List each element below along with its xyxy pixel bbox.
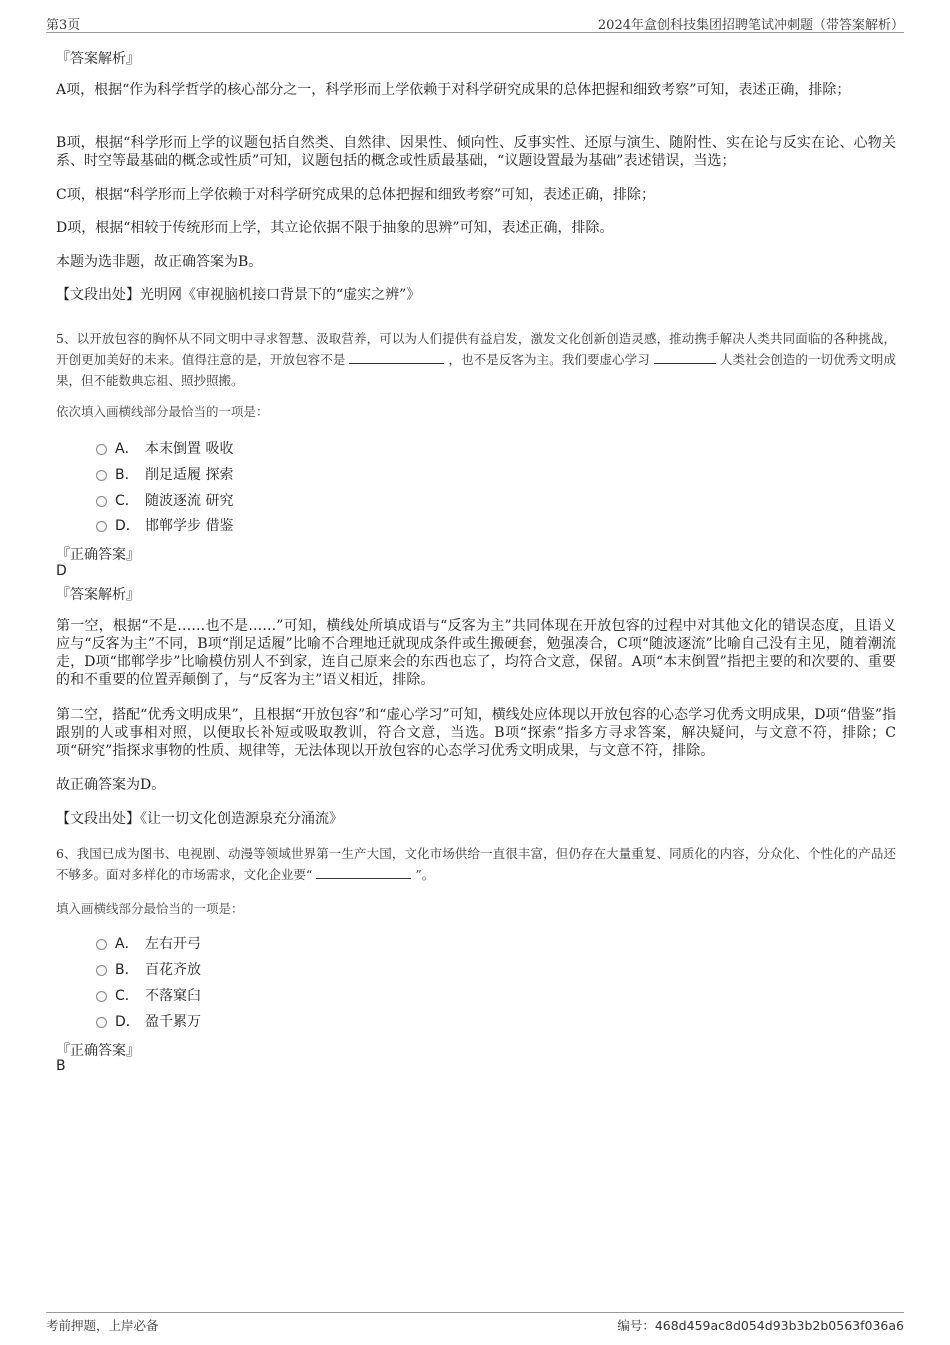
footer-code — [617, 1316, 904, 1334]
page-number: 第3页 — [46, 18, 81, 33]
q6-stem-part-a: 6、我国已成为图书、电视剧、动漫等领域世界第一生产大国，文化市场供给一直很丰富，但仍存在大量重复、同质化的内容，分众化、个性化的产品还不够多。面对多样化的市场需求，文化企业要“ — [56, 846, 896, 882]
q5-option-c[interactable]: C． 随波逐流 研究 — [96, 490, 233, 510]
q4-analysis-label: 『答案解析』 — [56, 51, 140, 67]
footer-code-value: 468d459ac8d054d93b3b2b0563f036a6 — [654, 1318, 904, 1333]
q5-option-d[interactable]: D． 邯郸学步 借鉴 — [96, 515, 233, 535]
q4-source: 【文段出处】光明网《审视脑机接口背景下的“虚实之辨”》 — [56, 287, 421, 303]
q6-stem-part-b: ”。 — [415, 867, 435, 882]
q5-blank-1 — [349, 349, 444, 364]
q5-analysis-label: 『答案解析』 — [56, 587, 140, 603]
q6-option-d[interactable]: D． 盈千累万 — [96, 1011, 201, 1031]
q5-answer: D — [56, 563, 67, 579]
radio-icon[interactable] — [96, 496, 107, 507]
q5-blank-2 — [654, 349, 716, 364]
q5-option-a[interactable]: A． 本末倒置 吸收 — [96, 438, 233, 458]
q6-answer-label: 『正确答案』 — [56, 1043, 140, 1059]
radio-icon[interactable] — [96, 470, 107, 481]
q4-analysis-c: C项，根据“科学形而上学依赖于对科学研究成果的总体把握和细致考察”可知，表述正确，排除； — [56, 187, 656, 203]
q4-analysis-a: A项，根据“作为科学哲学的核心部分之一，科学形而上学依赖于对科学研究成果的总体把握和细致考察”可知，表述正确，排除； — [56, 82, 851, 98]
q5-source: 【文段出处】《让一切文化创造源泉充分涌流》 — [56, 811, 343, 827]
q5-prompt: 依次填入画横线部分最恰当的一项是： — [56, 404, 269, 419]
footer-code-label: 编号： — [617, 1318, 655, 1333]
q6-prompt: 填入画横线部分最恰当的一项是： — [56, 901, 244, 916]
q5-option-b[interactable]: B． 削足适履 探索 — [96, 464, 233, 484]
radio-icon[interactable] — [96, 1017, 107, 1028]
page-footer — [46, 1312, 904, 1335]
q5-stem-part-c: 人类社会创造的一切优秀文明成果，但不能数典忘祖、照抄照搬。 — [56, 352, 896, 388]
radio-icon[interactable] — [96, 521, 107, 532]
q5-stem-part-b: ，也不是反客为主。我们要虚心学习 — [448, 352, 650, 367]
q5-stem — [56, 328, 896, 391]
q6-option-a[interactable]: A． 左右开弓 — [96, 933, 201, 953]
q5-analysis-2: 第二空，搭配“优秀文明成果”，且根据“开放包容”和“虚心学习”可知，横线处应体现以开放包容的心态学习优秀文明成果，D项“借鉴”指跟别的人或事相对照，以便取长补短或吸取教训，符合文意，当选。B项“探索”指多方寻求答案，解决疑问，与文意不符，排除；C项“研究”指探求事物的性质、规律等，无法体现以开放包容的心态学习优秀文明成果，与文意不符，排除。 — [56, 707, 896, 759]
document-title: 2024年盒创科技集团招聘笔试冲刺题（带答案解析） — [597, 18, 904, 33]
radio-icon[interactable] — [96, 965, 107, 976]
radio-icon[interactable] — [96, 444, 107, 455]
page-header — [46, 12, 904, 33]
q5-stem-part-a: 5、以开放包容的胸怀从不同文明中寻求智慧、汲取营养，可以为人们提供有益启发，激发文化创新创造灵感，推动携手解决人类共同面临的各种挑战，开创更加美好的未来。值得注意的是，开放包容不是 — [56, 331, 896, 367]
q6-answer: B — [56, 1058, 66, 1074]
q6-stem — [56, 843, 896, 885]
radio-icon[interactable] — [96, 939, 107, 950]
q4-conclusion: 本题为选非题，故正确答案为B。 — [56, 254, 263, 270]
footer-slogan: 考前押题，上岸必备 — [46, 1318, 159, 1333]
radio-icon[interactable] — [96, 991, 107, 1002]
q6-blank-1 — [316, 864, 411, 879]
q5-conclusion: 故正确答案为D。 — [56, 777, 166, 793]
q5-analysis-1: 第一空，根据“不是……也不是……”可知，横线处所填成语与“反客为主”共同体现在开放包容的过程中对其他文化的错误态度，且语义应与“反客为主”不同，B项“削足适履”比喻不合理地迁就现成条件或生搬硬套，勉强凑合，C项“随波逐流”比喻自己没有主见，随着潮流走，D项“邯郸学步”比喻模仿别人不到家，连自己原来会的东西也忘了，均符合文意，保留。A项“本末倒置”指把主要的和次要的、重要的和不重要的位置弄颠倒了，与“反客为主”语义相近，排除。 — [56, 618, 896, 688]
q6-option-c[interactable]: C． 不落窠臼 — [96, 985, 201, 1005]
q6-option-b[interactable]: B． 百花齐放 — [96, 959, 201, 979]
q4-analysis-d: D项，根据“相较于传统形而上学，其立论依据不限于抽象的思辨”可知，表述正确，排除。 — [56, 220, 614, 236]
q4-analysis-b: B项，根据“科学形而上学的议题包括自然类、自然律、因果性、倾向性、反事实性、还原与演生、随附性、实在论与反实在论、心物关系、时空等最基础的概念或性质”可知，议题包括的概念或性质最基础，“议题设置最为基础”表述错误，当选； — [56, 135, 896, 169]
q5-answer-label: 『正确答案』 — [56, 547, 140, 563]
